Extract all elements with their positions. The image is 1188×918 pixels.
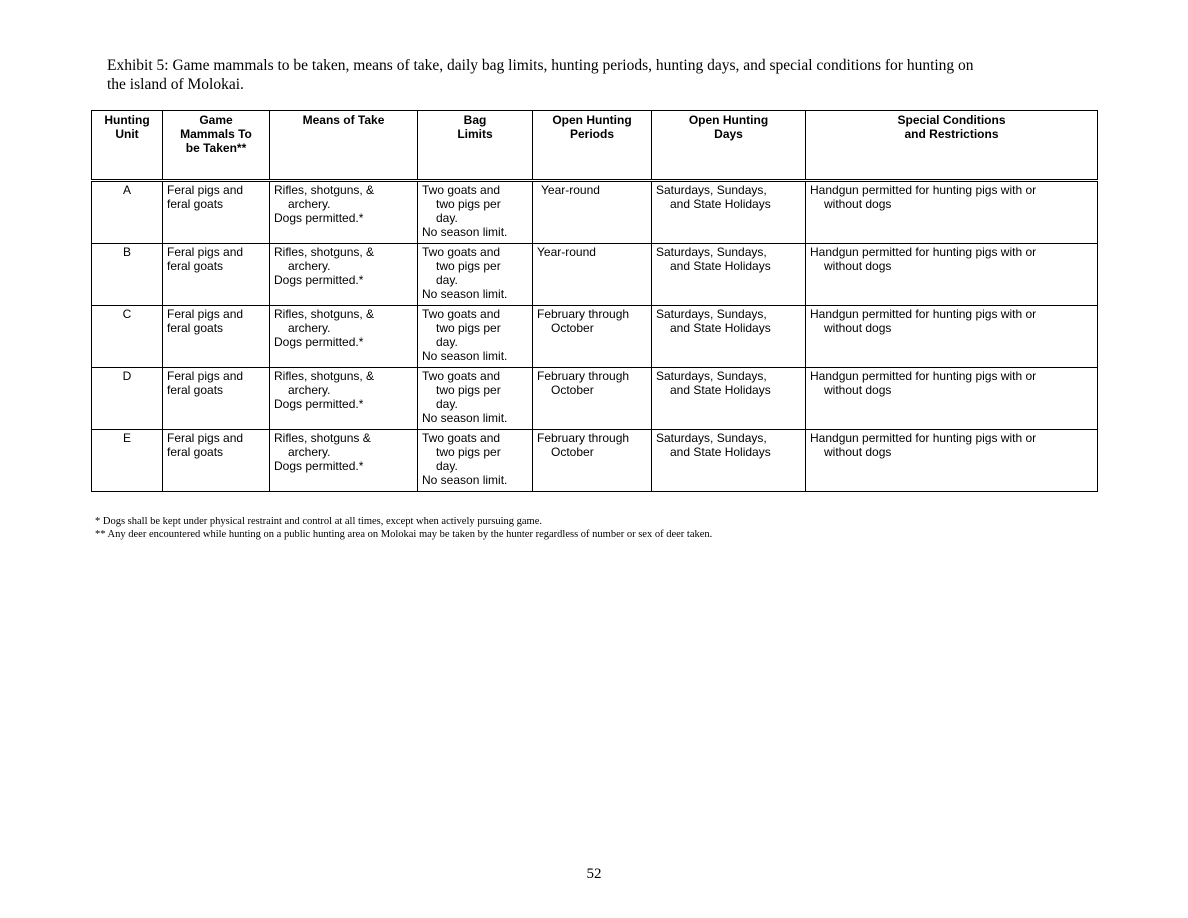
bag-limits-cell: Two goats and two pigs per day. No season limit.: [418, 368, 533, 430]
bag-limits-cell: Two goats and two pigs per day. No season limit.: [418, 430, 533, 492]
mammals-cell: Feral pigs and feral goats: [163, 181, 270, 244]
mammals-cell: Feral pigs and feral goats: [163, 368, 270, 430]
conditions-cell: Handgun permitted for hunting pigs with or without dogs: [806, 368, 1098, 430]
table-row: [92, 244, 1098, 306]
header-open-hunting-periods: Open Hunting Periods: [533, 111, 652, 181]
bag-limits-cell: Two goats and two pigs per day. No season limit.: [418, 244, 533, 306]
table-row: [92, 306, 1098, 368]
periods-cell: Year-round: [533, 244, 652, 306]
header-special-conditions: Special Conditions and Restrictions: [806, 111, 1098, 181]
means-cell: Rifles, shotguns, & archery. Dogs permitted.*: [270, 306, 418, 368]
conditions-cell: Handgun permitted for hunting pigs with or without dogs: [806, 430, 1098, 492]
exhibit-caption: [107, 56, 1127, 94]
periods-cell: February through October: [533, 306, 652, 368]
header-open-hunting-days: Open Hunting Days: [652, 111, 806, 181]
table-row: [92, 181, 1098, 244]
mammals-cell: Feral pigs and feral goats: [163, 430, 270, 492]
unit-cell: D: [92, 368, 163, 430]
footnote-single-star: * Dogs shall be kept under physical restraint and control at all times, except when actively pursuing game.: [95, 516, 542, 527]
footnotes: [95, 515, 712, 541]
header-row: [92, 111, 1098, 181]
table-row: [92, 368, 1098, 430]
table-body: [92, 181, 1098, 492]
caption-line-2: the island of Molokai.: [107, 76, 244, 93]
means-cell: Rifles, shotguns, & archery. Dogs permitted.*: [270, 244, 418, 306]
days-cell: Saturdays, Sundays, and State Holidays: [652, 306, 806, 368]
means-cell: Rifles, shotguns, & archery. Dogs permitted.*: [270, 181, 418, 244]
hunting-table: [91, 110, 1098, 492]
days-cell: Saturdays, Sundays, and State Holidays: [652, 181, 806, 244]
periods-cell: February through October: [533, 368, 652, 430]
footnote-double-star: ** Any deer encountered while hunting on a public hunting area on Molokai may be taken by the hunter regardless of number or sex of deer taken.: [95, 529, 713, 540]
days-cell: Saturdays, Sundays, and State Holidays: [652, 430, 806, 492]
periods-cell: Year-round: [533, 181, 652, 244]
table-header: [92, 111, 1098, 181]
header-means-of-take: Means of Take: [270, 111, 418, 181]
bag-limits-cell: Two goats and two pigs per day. No season limit.: [418, 181, 533, 244]
caption-line-1: Exhibit 5: Game mammals to be taken, means of take, daily bag limits, hunting periods, hunting days, and special conditions for hunting on: [107, 57, 974, 74]
mammals-cell: Feral pigs and feral goats: [163, 306, 270, 368]
header-hunting-unit: Hunting Unit: [92, 111, 163, 181]
bag-limits-cell: Two goats and two pigs per day. No season limit.: [418, 306, 533, 368]
periods-cell: February through October: [533, 430, 652, 492]
table-row: [92, 430, 1098, 492]
unit-cell: E: [92, 430, 163, 492]
header-bag-limits: Bag Limits: [418, 111, 533, 181]
page-number: 52: [586, 866, 602, 882]
means-cell: Rifles, shotguns & archery. Dogs permitted.*: [270, 430, 418, 492]
conditions-cell: Handgun permitted for hunting pigs with or without dogs: [806, 181, 1098, 244]
days-cell: Saturdays, Sundays, and State Holidays: [652, 368, 806, 430]
means-cell: Rifles, shotguns, & archery. Dogs permitted.*: [270, 368, 418, 430]
unit-cell: B: [92, 244, 163, 306]
header-game-mammals: Game Mammals To be Taken**: [163, 111, 270, 181]
unit-cell: C: [92, 306, 163, 368]
unit-cell: A: [92, 181, 163, 244]
conditions-cell: Handgun permitted for hunting pigs with or without dogs: [806, 244, 1098, 306]
mammals-cell: Feral pigs and feral goats: [163, 244, 270, 306]
days-cell: Saturdays, Sundays, and State Holidays: [652, 244, 806, 306]
conditions-cell: Handgun permitted for hunting pigs with or without dogs: [806, 306, 1098, 368]
